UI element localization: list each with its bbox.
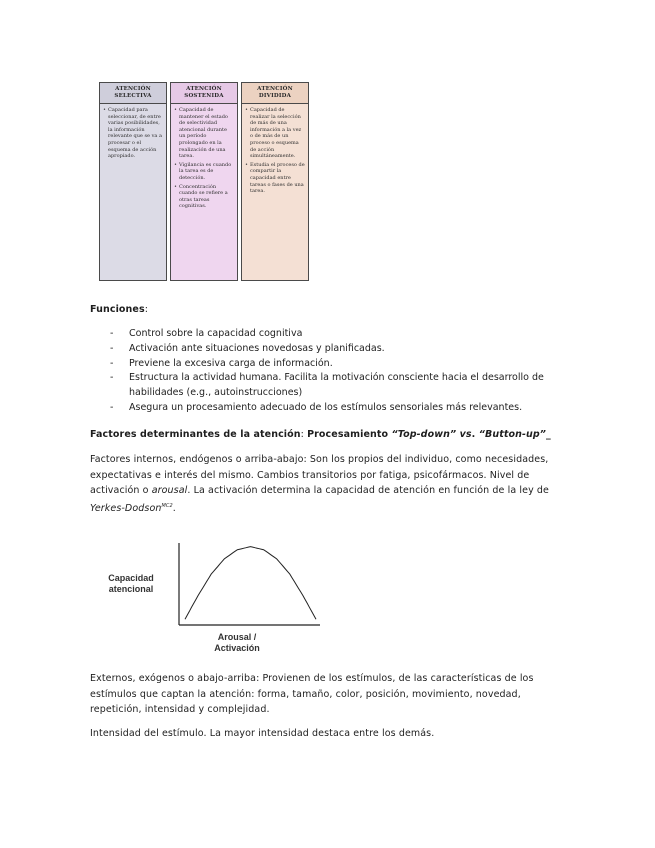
funciones-heading-text: Funciones [90, 304, 145, 315]
y-axis-label [95, 573, 167, 595]
bottom-up-term: “Button-up” [478, 429, 546, 440]
reference-marker: MC2 [161, 502, 173, 509]
attention-column-title [171, 83, 237, 104]
title-line: ATENCIÓN [115, 86, 151, 92]
top-down-term: “Top-down” [391, 429, 457, 440]
title-line: SOSTENIDA [184, 93, 224, 99]
list-item [110, 371, 570, 401]
title-line: DIVIDIDA [258, 93, 292, 99]
title-line: SELECTIVA [114, 93, 152, 99]
list-item [110, 342, 570, 357]
series-line [185, 547, 316, 620]
heading-tail: _ [546, 429, 551, 440]
x-axis-label-line: Activación [214, 643, 260, 653]
attention-types-figure [99, 82, 311, 282]
list-item-text: Previene la excesiva carga de información. [129, 357, 333, 369]
list-item-text: Activación ante situaciones novedosas y planificadas. [129, 342, 385, 354]
factores-internos-paragraph [90, 452, 570, 516]
list-item [110, 327, 570, 342]
attention-column-selectiva [99, 82, 167, 281]
attention-bullet: • Concentración cuando se refiere a otras tareas cognitivas. [174, 184, 234, 210]
attention-bullet: • Estudia el proceso de compartir la capacidad entre tareas o fases de una tarea. [245, 162, 305, 195]
attention-column-title [100, 83, 166, 104]
attention-bullet: • Capacidad de realizar la selección de más de una información a la vez o de más de un proceso o esquema de acción simultáneamente. [245, 107, 305, 160]
y-axis-label-line: atencional [108, 584, 154, 594]
funciones-heading [90, 302, 570, 318]
title-line: ATENCIÓN [257, 86, 293, 92]
list-item [110, 357, 570, 372]
attention-bullet-list [242, 104, 308, 195]
intensidad-paragraph: Intensidad del estímulo. La mayor intensidad destaca entre los demás. [90, 728, 435, 739]
heading-text: Factores determinantes de la atención [90, 429, 301, 440]
dash-marker: - [110, 401, 114, 413]
factores-heading [90, 427, 570, 443]
list-item-text: Estructura la actividad humana. Facilita la motivación consciente hacia el desarrollo de habilidades (e.g., autoinstrucciones) [129, 372, 544, 399]
paragraph-text: . La activación determina la capacidad de atención en función de la ley de [187, 485, 549, 496]
paragraph-end: . [172, 502, 176, 514]
list-item [110, 401, 570, 416]
attention-column-sostenida [170, 82, 238, 281]
yerkes-dodson-term: Yerkes-Dodson [90, 502, 162, 514]
attention-column-dividida [241, 82, 309, 281]
attention-bullet: • Capacidad para seleccionar, de entre varias posibilidades, la información relevante que se va a procesar o el esquema de acción apropiado. [103, 107, 163, 160]
dash-marker: - [110, 372, 114, 384]
list-item-text: Control sobre la capacidad cognitiva [129, 328, 303, 339]
attention-bullet: • Capacidad de mantener el estado de selectividad atencional durante un período prolongado en la realización de una tarea. [174, 107, 234, 160]
heading-separator: : [300, 429, 308, 440]
arousal-term: arousal [151, 485, 188, 496]
title-line: ATENCIÓN [186, 86, 222, 92]
dash-marker: - [110, 342, 114, 354]
funciones-list [110, 327, 570, 416]
x-axis-label [201, 632, 273, 654]
list-item-text: Asegura un procesamiento adecuado de los estímulos sensoriales más relevantes. [129, 401, 523, 413]
yerkes-dodson-chart [95, 535, 325, 660]
attention-column-title [242, 83, 308, 104]
dash-marker: - [110, 357, 114, 369]
factores-externos-paragraph: Externos, exógenos o abajo-arriba: Provienen de los estímulos, de las características de los estímulos que captan la atención: forma, tamaño, color, posición, movimiento, novedad, repetición, intensidad y complejidad. [90, 673, 534, 715]
colon: : [144, 304, 149, 315]
dash-marker: - [110, 328, 114, 339]
heading-separator: . [471, 429, 479, 440]
paragraph-text: Factores internos, endógenos o arriba-abajo: Son los propios del individuo, como necesidades, expectativas e interés del mismo. Cambios transitorios por fatiga, psicofármacos. Nivel de activación o [90, 454, 549, 496]
heading-text: Procesamiento [307, 429, 392, 440]
vs-term: vs [456, 429, 472, 440]
x-axis-label-line: Arousal / [217, 632, 257, 642]
attention-bullet-list [171, 104, 237, 210]
attention-bullet: • Vigilancia es cuando la tarea es de detección. [174, 162, 234, 182]
y-axis-label-line: Capacidad [108, 573, 154, 583]
attention-bullet-list [100, 104, 166, 160]
